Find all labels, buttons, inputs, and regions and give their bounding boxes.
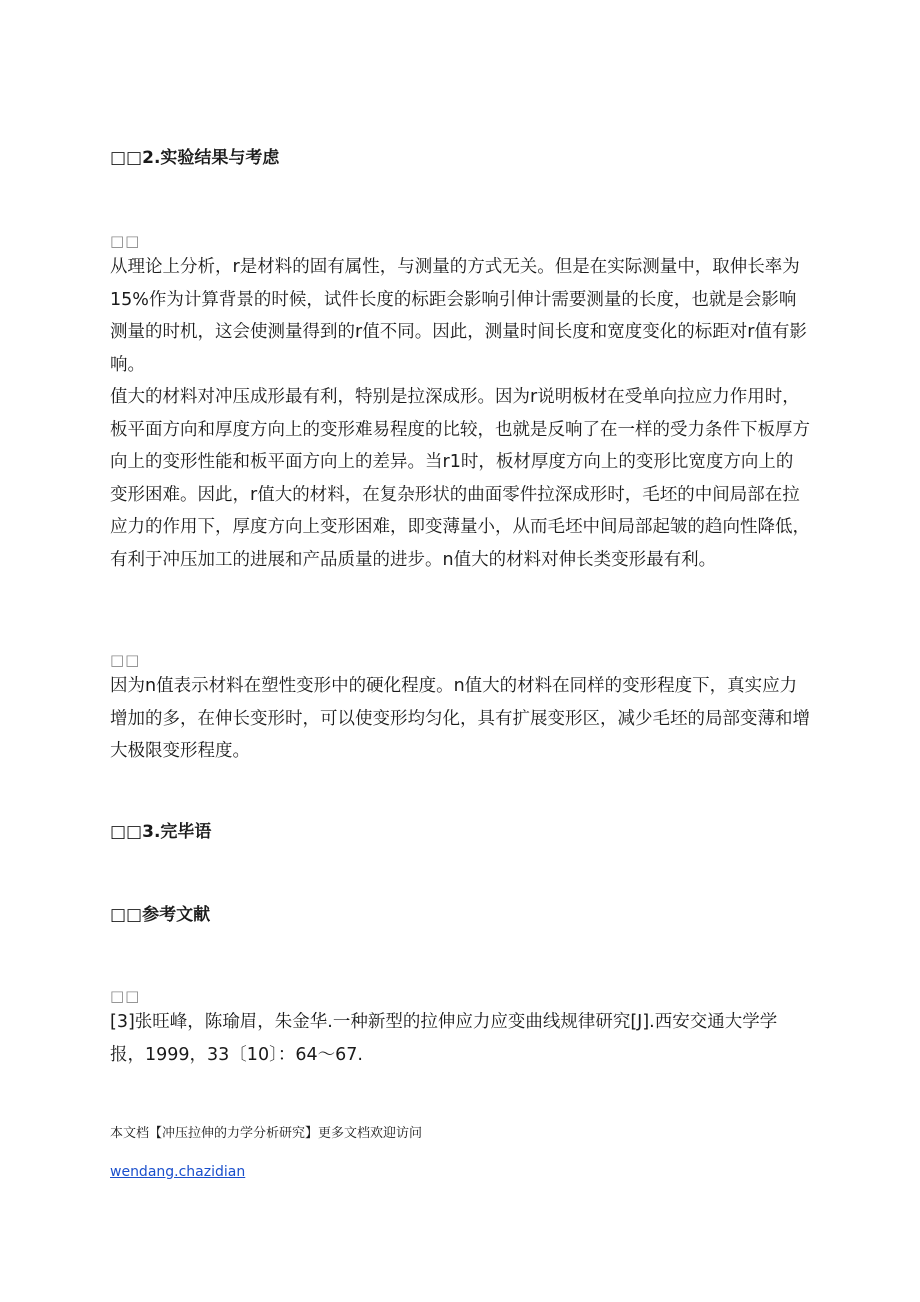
footer-link[interactable]: wendang.chazidian (110, 1164, 246, 1180)
section-heading-conclusion: □□3.完毕语 (110, 822, 212, 842)
paragraph-marker: □□ (110, 232, 141, 250)
paragraph-r-value-forming: 值大的材料对冲压成形最有利，特别是拉深成形。因为r说明板材在受单向拉应力作用时，板平面方向和厚度方向上的变形难易程度的比较，也就是反响了在一样的受力条件下板厚方向上的变形性能和板平面方向上的差异。当r1时，板材厚度方向上的变形比宽度方向上的变形困难。因此，r值大的材料，在复杂形状的曲面零件拉深成形时，毛坯的中间局部在拉应力的作用下，厚度方向上变形困难，即变薄量小，从而毛坯中间局部起皱的趋向性降低，有利于冲压加工的进展和产品质量的进步。n值大的材料对伸长类变形最有利。 (110, 387, 810, 570)
section-heading-results: □□2.实验结果与考虑 (110, 148, 280, 168)
paragraph-marker: □□ (110, 651, 141, 669)
footer-note: 本文档【冲压拉伸的力学分析研究】更多文档欢迎访问 (110, 1126, 423, 1141)
reference-item: [3]张旺峰，陈瑜眉，朱金华.一种新型的拉伸应力应变曲线规律研究[J].西安交通大学学报，1999，33〔10〕：64～67. (110, 1012, 778, 1065)
paragraph-marker: □□ (110, 987, 141, 1005)
paragraph-r-value-measurement: 从理论上分析，r是材料的固有属性，与测量的方式无关。但是在实际测量中，取伸长率为15%作为计算背景的时候，试件长度的标距会影响引伸计需要测量的长度，也就是会影响测量的时机，这会使测量得到的r值不同。因此，测量时间长度和宽度变化的标距对r值有影响。 (110, 257, 807, 375)
paragraph-n-value: 因为n值表示材料在塑性变形中的硬化程度。n值大的材料在同样的变形程度下，真实应力增加的多，在伸长变形时，可以使变形均匀化，具有扩展变形区，减少毛坯的局部变薄和增大极限变形程度。 (110, 676, 810, 761)
section-heading-references: □□参考文献 (110, 905, 211, 925)
